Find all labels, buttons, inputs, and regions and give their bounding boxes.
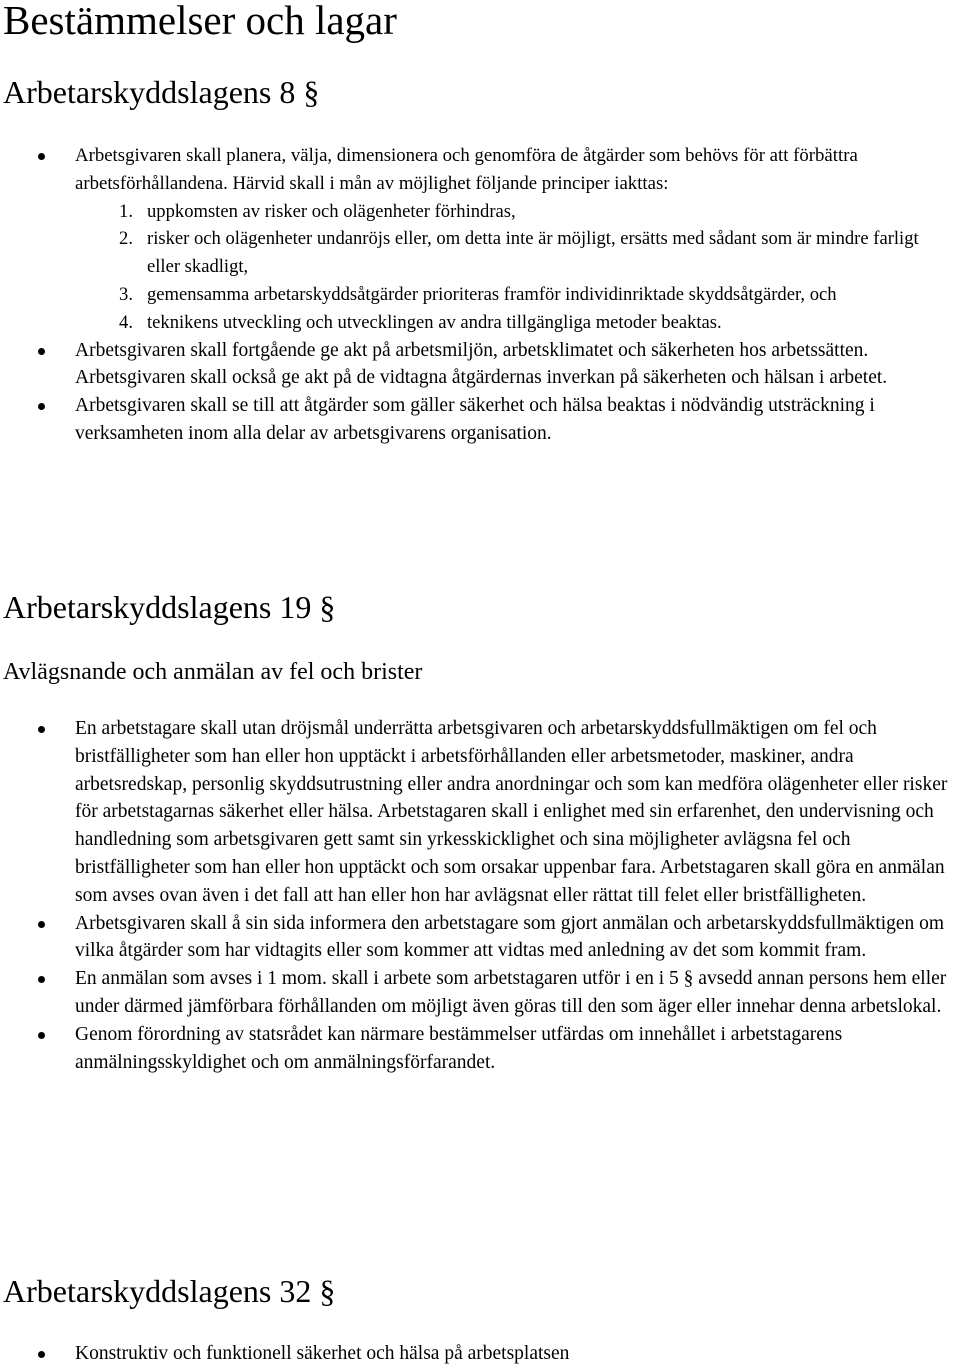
section-heading-8: Arbetarskyddslagens 8 § [3, 74, 320, 110]
list-item [0, 910, 960, 966]
list-item [3, 198, 956, 226]
list-number: 4. [119, 311, 133, 333]
list-item [0, 1340, 960, 1368]
paragraph-text: Arbetsgivaren skall fortgående ge akt på arbetsmiljön, arbetsklimatet och säkerheten hos arbetssätten. Arbetsgivaren skall också ge akt på de vidtagna åtgärdernas inverkan på säkerheten och hälsan i arbetet. [75, 339, 888, 389]
list-item [0, 142, 960, 337]
document-title: Bestämmelser och lagar [3, 0, 397, 43]
list-item [3, 309, 956, 337]
bullet-dot-icon [38, 921, 45, 928]
section-heading-32: Arbetarskyddslagens 32 § [3, 1273, 336, 1309]
list-number: 2. [119, 228, 133, 250]
paragraph-text: Arbetsgivaren skall planera, välja, dimensionera och genomföra de åtgärder som behövs för att förbättra arbetsförhållandena. Härvid skall i mån av möjlighet följande principer iakttas: [75, 145, 858, 194]
paragraph-text: Konstruktiv och funktionell säkerhet och hälsa på arbetsplatsen [75, 1343, 570, 1364]
paragraph-text: Arbetsgivaren skall å sin sida informera den arbetstagare som gjort anmälan och arbetarskyddsfullmäktigen om vilka åtgärder som har vidtagits eller som kommer att vidtas med anledning av det som kommit fram. [75, 912, 945, 962]
list-number: 3. [119, 283, 133, 305]
list-item [0, 715, 960, 910]
bullet-dot-icon [38, 1351, 45, 1358]
list-item-text: teknikens utveckling och utvecklingen av andra tillgängliga metoder beaktas. [147, 311, 722, 333]
list-item-text: gemensamma arbetarskyddsåtgärder prioriteras framför individinriktade skyddsåtgärder, och [147, 283, 837, 305]
paragraph-text: En arbetstagare skall utan dröjsmål underrätta arbetsgivaren och arbetarskyddsfullmäktigen om fel och bristfälligheter som han eller hon upptäckt i arbetsförhållanden eller arbetsmetoder, maskiner, andra arbetsredskap, personlig skyddsutrustning eller andra anordningar och som kan medföra olägenheter eller risker för arbetstagarnas säkerhet eller hälsa. Arbetstagaren skall i enlighet med sin erfarenhet, den undervisning och handledning som arbetsgivaren gett samt sin yrkesskicklighet och sina möjligheter avlägsna fel och bristfälligheter som han eller hon upptäckt och som orsakar uppenbar fara. Arbetstagaren skall göra en anmälan som avses ovan även i det fall att han eller hon har avlägsnat eller rättat till felet eller bristfälligheten. [75, 718, 948, 906]
bullet-dot-icon [38, 348, 45, 355]
bullet-dot-icon [38, 1032, 45, 1039]
section-8-bullet-list [0, 142, 960, 448]
bullet-dot-icon [38, 403, 45, 410]
list-item [0, 1021, 960, 1077]
section-32-bullet-list [0, 1340, 960, 1368]
section-heading-19: Arbetarskyddslagens 19 § [3, 589, 336, 625]
list-item-text: uppkomsten av risker och olägenheter förhindras, [147, 200, 516, 222]
section-19-bullet-list [0, 715, 960, 1076]
paragraph-text: Arbetsgivaren skall se till att åtgärder som gäller säkerhet och hälsa beaktas i nödvändig utsträckning i verksamheten inom alla delar av arbetsgivarens organisation. [75, 395, 875, 444]
paragraph-text: Genom förordning av statsrådet kan närmare bestämmelser utfärdas om innehållet i arbetstagarens anmälningsskyldighet och om anmälningsförfarandet. [75, 1023, 843, 1073]
list-item [3, 281, 956, 309]
paragraph-text: En anmälan som avses i 1 mom. skall i arbete som arbetstagaren utför i en i 5 § avsedd annan persons hem eller under därmed jämförbara förhållanden om möjligt även göras till den som äger eller innehar denna arbetslokal. [75, 968, 947, 1017]
list-item [0, 965, 960, 1021]
section-subheading-19: Avlägsnande och anmälan av fel och brister [3, 659, 423, 685]
list-item [0, 392, 960, 448]
list-number: 1. [119, 200, 133, 222]
bullet-dot-icon [38, 726, 45, 733]
list-item [3, 225, 956, 281]
numbered-principles-list [75, 198, 956, 337]
bullet-dot-icon [38, 153, 45, 160]
bullet-dot-icon [38, 976, 45, 983]
list-item-text: risker och olägenheter undanröjs eller, om detta inte är möjligt, ersätts med sådant som är mindre farligt eller skadligt, [147, 228, 919, 278]
list-item [0, 337, 960, 393]
